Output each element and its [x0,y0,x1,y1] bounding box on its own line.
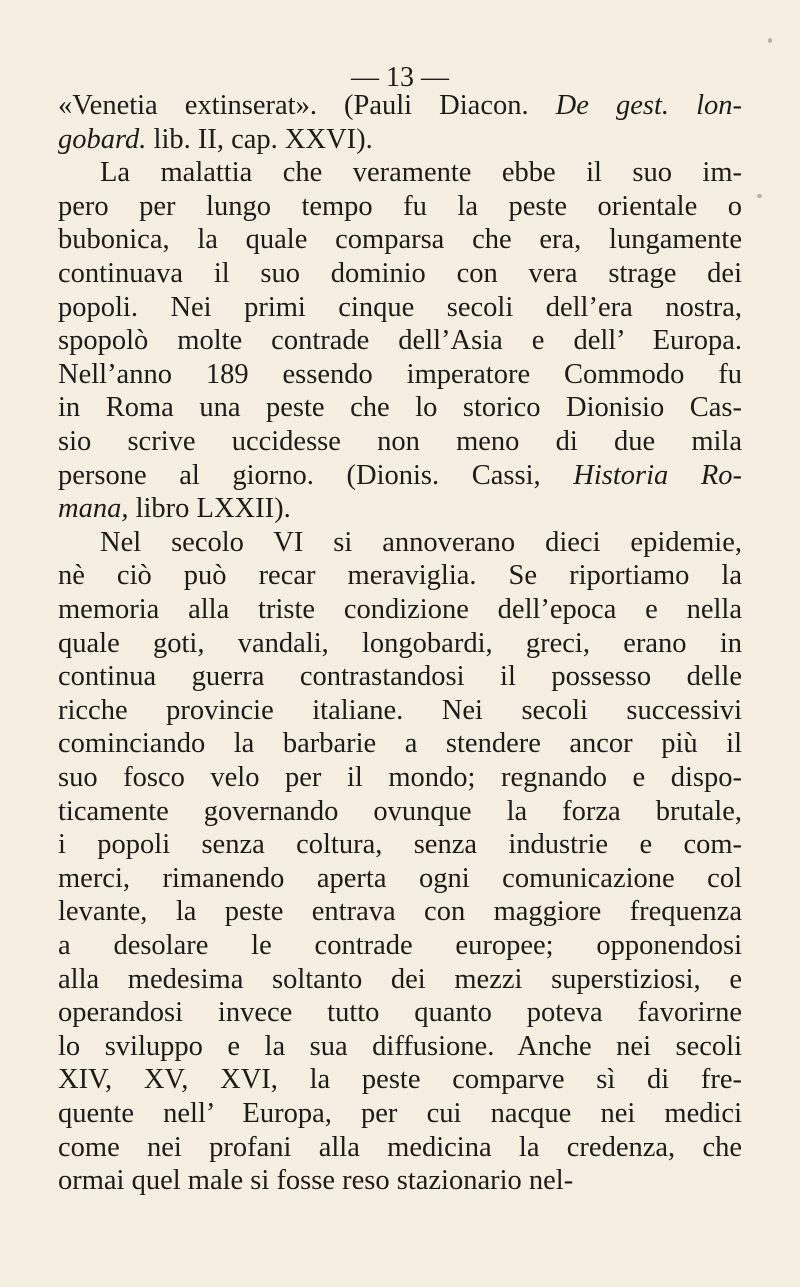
text-run: come nei profani alla medicina la credenza, che [58,1131,742,1163]
text-run: alla medesima soltanto dei mezzi superstiziosi, e [58,963,742,995]
text-run: Nell’anno 189 essendo imperatore Commodo fu [58,358,742,390]
text-line [58,1129,742,1167]
text-line [58,221,742,259]
text-line [58,793,742,831]
text-run: ormai quel male si fosse reso stazionario nel- [58,1165,574,1197]
text-run: i popoli senza coltura, senza industrie e com- [58,829,742,861]
text-line [58,255,742,293]
text-run: persone al giorno. (Dionis. Cassi, [58,459,574,491]
text-line [58,1028,742,1066]
text-run: spopolò molte contrade dell’Asia e dell’ Europa. [58,325,742,357]
text-run: Nel secolo VI si annoverano dieci epidemie, [100,526,742,558]
text-line [58,322,742,360]
paper-speck [757,194,762,198]
italic-citation: gobard. [58,123,147,155]
text-line [58,927,742,965]
text-run: ricche provincie italiane. Nei secoli successivi [58,694,742,726]
text-line [58,725,742,763]
text-run: lib. II, cap. XXVI). [146,123,373,155]
text-line [58,658,742,696]
paper-speck [768,38,772,43]
text-run: levante, la peste entrava con maggiore frequenza [58,896,742,928]
text-run: in Roma una peste che lo storico Dionisio Cas- [58,392,742,424]
text-line [58,87,742,125]
italic-citation: mana, [58,493,129,525]
text-line [58,994,742,1032]
text-run: continua guerra contrastandosi il possesso delle [58,661,742,693]
text-line [58,1061,742,1099]
text-run: suo fosco velo per il mondo; regnando e dispo- [58,762,742,793]
text-run: libro LXXII). [128,493,291,525]
text-line [58,289,742,327]
text-line [58,188,742,226]
text-line [58,826,742,864]
text-line [58,389,742,427]
text-run: a desolare le contrade europee; opponendosi [58,930,742,961]
text-run: ticamente governando ovunque la forza brutale, [58,795,742,827]
text-line [58,591,742,629]
text-line [58,1162,742,1200]
text-run: bubonica, la quale comparsa che era, lungamente [58,224,742,256]
text-run: cominciando la barbarie a stendere ancor più il [58,728,742,760]
text-run: La malattia che veramente ebbe il suo im- [100,157,742,189]
text-run: quente nell’ Europa, per cui nacque nei medici [58,1098,742,1129]
text-line [58,457,742,495]
text-line [58,860,742,898]
page-number: — 13 — [351,62,449,93]
text-line [58,490,742,528]
text-line [58,557,742,595]
text-run: sio scrive uccidesse non meno di due mila [58,426,742,457]
text-run: nè ciò può recar meraviglia. Se riportiamo la [58,560,742,592]
text-run: memoria alla triste condizione dell’epoca e nella [58,594,742,625]
text-run: pero per lungo tempo fu la peste orientale o [58,190,742,222]
text-run: operandosi invece tutto quanto poteva favorirne [58,997,742,1029]
text-line [58,961,742,999]
text-run: lo sviluppo e la sua diffusione. Anche nei secoli [58,1030,742,1062]
text-line [100,524,742,562]
text-line [58,356,742,394]
text-run: «Venetia extinserat». (Pauli Diacon. [58,90,556,121]
italic-citation: Historia Ro- [573,459,742,491]
text-line [100,154,742,192]
text-line [58,423,742,461]
text-line [58,759,742,797]
text-run: continuava il suo dominio con vera strage dei [58,258,742,289]
text-line [58,1095,742,1133]
text-run: popoli. Nei primi cinque secoli dell’era nostra, [58,291,742,323]
text-run: merci, rimanendo aperta ogni comunicazione col [58,862,742,894]
text-run: quale goti, vandali, longobardi, greci, erano in [58,627,742,659]
text-line [58,121,742,159]
text-run: XIV, XV, XVI, la peste comparve sì di fre- [58,1064,742,1096]
text-line [58,625,742,663]
italic-citation: De gest. lon- [555,90,742,121]
text-line [58,692,742,730]
text-line [58,893,742,931]
